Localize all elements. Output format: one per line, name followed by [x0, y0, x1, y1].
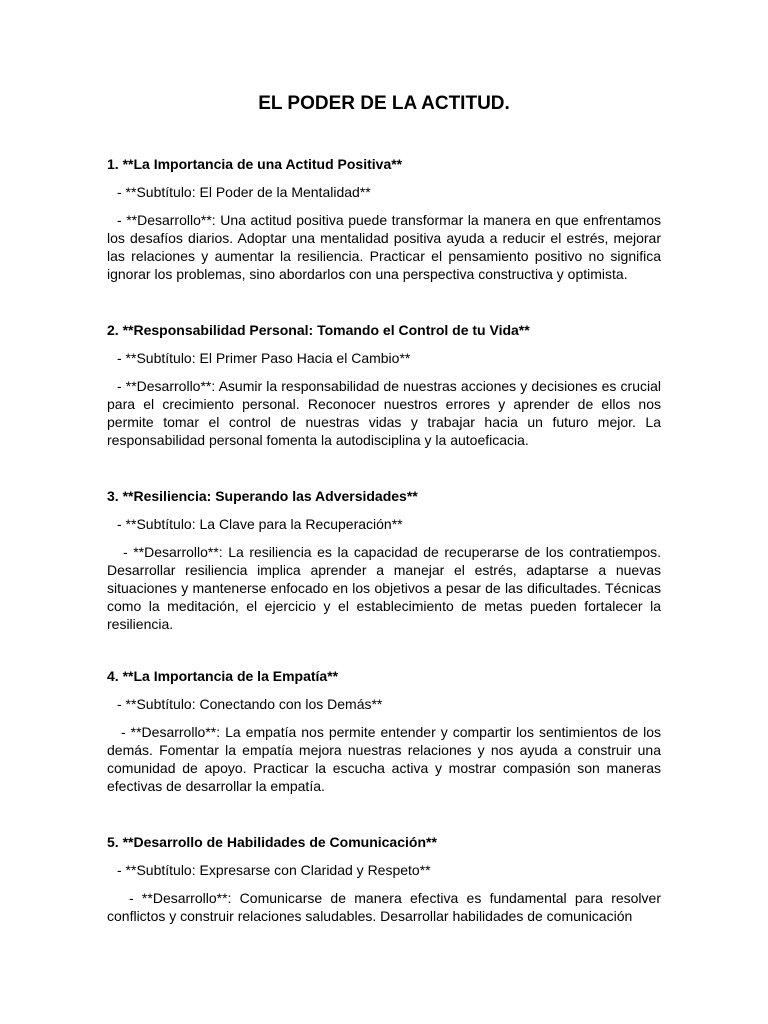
section-2 — [107, 321, 661, 449]
section-4 — [107, 667, 661, 795]
section-3 — [107, 487, 661, 633]
section-body: - **Desarrollo**: Una actitud positiva puede transformar la manera en que enfrentamos los desafíos diarios. Adoptar una mentalidad positiva ayuda a reducir el estrés, mejorar las relaciones y aumentar la resiliencia. Practicar el pensamiento positivo no significa ignorar los problemas, sino abordarlos con una perspectiva constructiva y optimista. — [107, 212, 661, 282]
section-number: 2. — [107, 322, 119, 338]
section-body: - **Desarrollo**: Comunicarse de manera efectiva es fundamental para resolver conflictos y construir relaciones saludables. Desarrollar habilidades de comunicación — [107, 890, 661, 924]
section-subtitle: - **Subtítulo: La Clave para la Recuperación** — [117, 516, 403, 532]
section-heading — [107, 667, 661, 685]
section-subtitle: - **Subtítulo: El Poder de la Mentalidad** — [117, 184, 371, 200]
section-title: La Importancia de la Empatía — [133, 668, 328, 684]
section-body: - **Desarrollo**: La empatía nos permite entender y compartir los sentimientos de los demás. Fomentar la empatía mejora nuestras relaciones y nos ayuda a construir una comunidad de apoyo. Practicar la escucha activa y mostrar compasión son maneras efectivas de desarrollar la empatía. — [107, 724, 661, 794]
section-body: - **Desarrollo**: La resiliencia es la capacidad de recuperarse de los contratiempos. Desarrollar resiliencia implica aprender a manejar el estrés, adaptarse a nuevas situaciones y mantenerse enfocado en los objetivos a pesar de las dificultades. Técnicas como la meditación, el ejercicio y el establecimiento de metas pueden fortalecer la resiliencia. — [107, 544, 661, 632]
section-subtitle: - **Subtítulo: Conectando con los Demás** — [117, 696, 383, 712]
heading-prefix: ** — [122, 156, 134, 172]
heading-suffix: ** — [426, 834, 437, 850]
section-subtitle: - **Subtítulo: El Primer Paso Hacia el Cambio** — [117, 350, 411, 366]
document-title: EL PODER DE LA ACTITUD. — [258, 93, 510, 114]
section-number: 1. — [107, 156, 119, 172]
section-5 — [107, 833, 661, 925]
heading-prefix: ** — [122, 322, 134, 338]
section-title: Resiliencia: Superando las Adversidades — [133, 488, 407, 504]
section-heading — [107, 155, 661, 173]
section-1 — [107, 155, 661, 283]
heading-suffix: ** — [406, 488, 418, 504]
section-heading — [107, 487, 661, 505]
section-heading — [107, 321, 661, 339]
heading-prefix: ** — [122, 488, 134, 504]
section-heading — [107, 833, 661, 851]
heading-suffix: ** — [327, 668, 339, 684]
heading-suffix: ** — [518, 322, 530, 338]
section-subtitle: - **Subtítulo: Expresarse con Claridad y Respeto** — [117, 862, 431, 878]
heading-prefix: ** — [122, 834, 134, 850]
section-title: Responsabilidad Personal: Tomando el Control de tu Vida — [133, 322, 519, 338]
section-number: 5. — [107, 834, 119, 850]
heading-suffix: ** — [391, 156, 403, 172]
section-number: 3. — [107, 488, 119, 504]
section-title: La Importancia de una Actitud Positiva — [133, 156, 392, 172]
section-title: Desarrollo de Habilidades de Comunicación — [133, 834, 427, 850]
heading-prefix: ** — [122, 668, 134, 684]
section-number: 4. — [107, 668, 119, 684]
section-body: - **Desarrollo**: Asumir la responsabilidad de nuestras acciones y decisiones es crucial para el crecimiento personal. Reconocer nuestros errores y aprender de ellos nos permite tomar el control de nuestras vidas y trabajar hacia un futuro mejor. La responsabilidad personal fomenta la autodisciplina y la autoeficacia. — [107, 378, 661, 448]
